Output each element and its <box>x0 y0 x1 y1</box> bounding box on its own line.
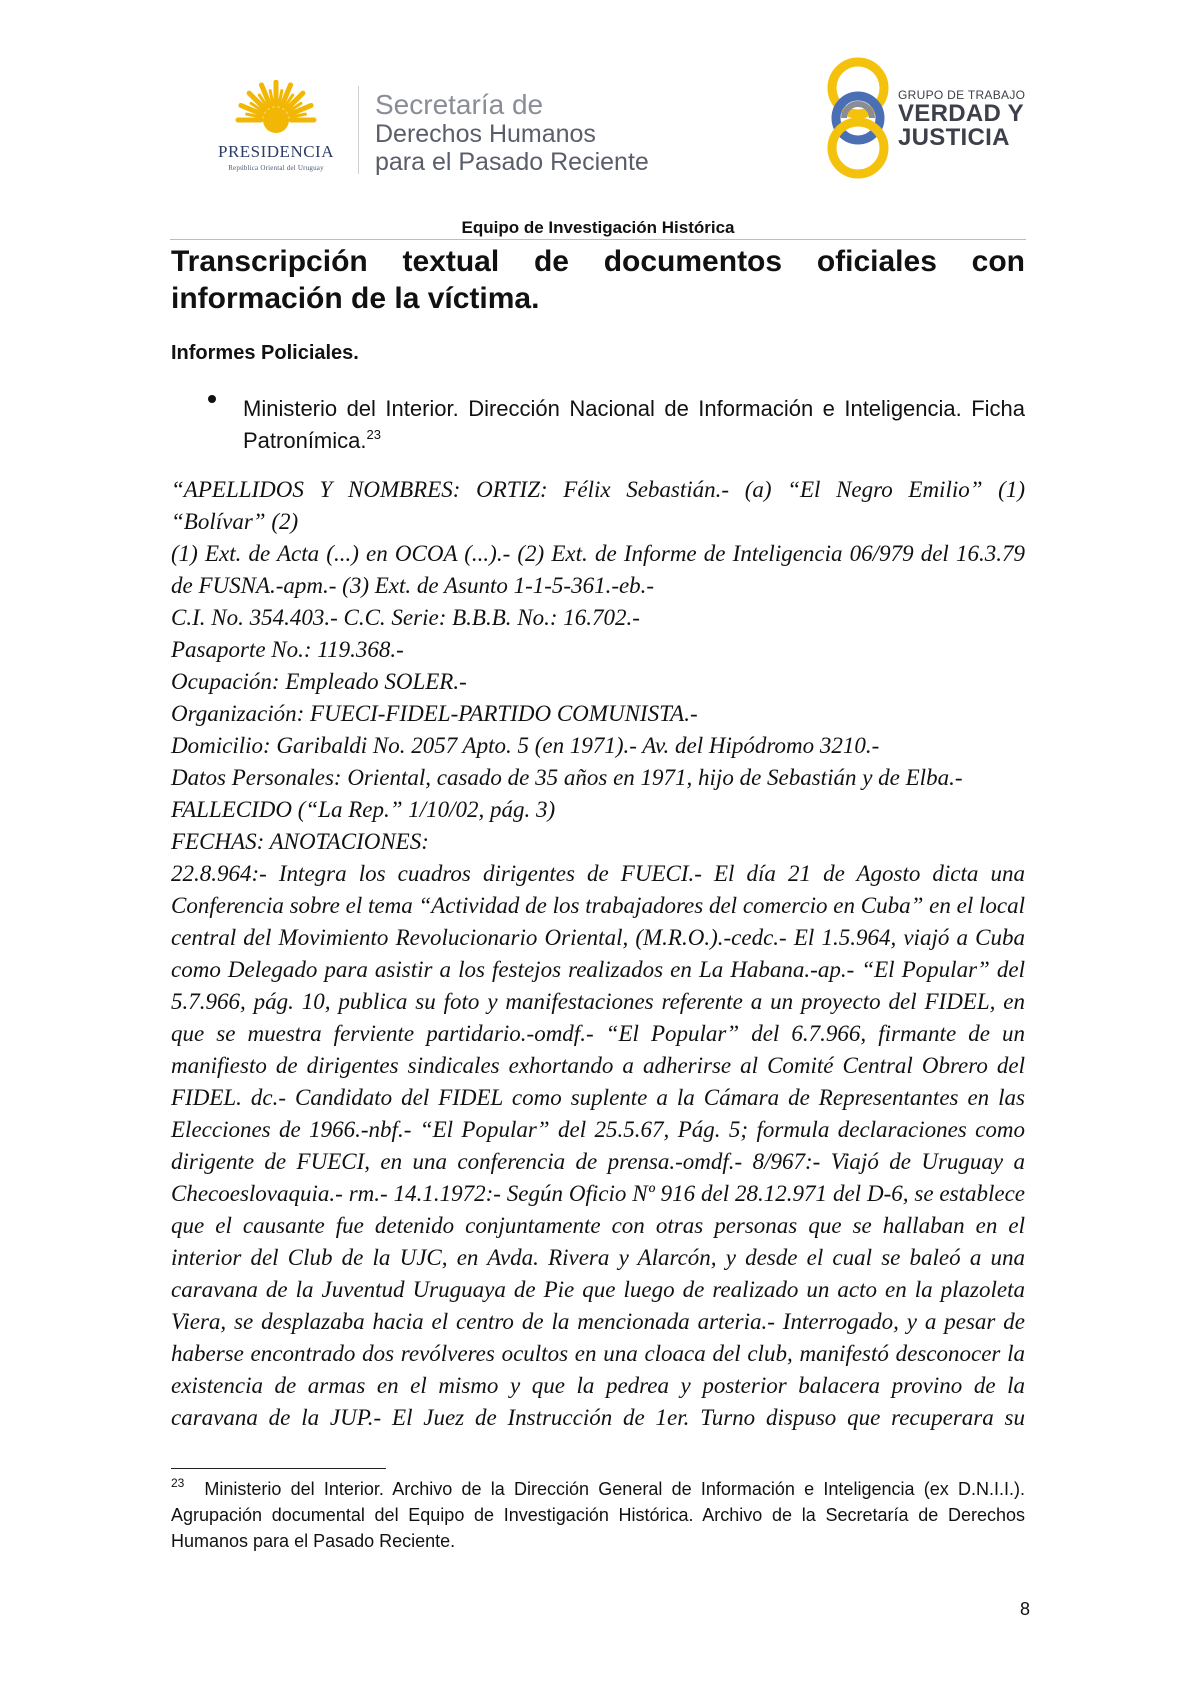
transcript-ocupacion: Ocupación: Empleado SOLER.- <box>171 669 467 694</box>
transcript-anotaciones: 22.8.964:- Integra los cuadros dirigentes de FUECI.- El día 21 de Agosto dicta una Conferencia sobre el tema “Actividad de los trabajadores del comercio en Cuba” en el local central del Movimiento Revolucionario Oriental, (M.R.O.).-cedc.- El 1.5.964, viajó a Cuba como Delegado para asistir a los festejos realizados en La Habana.-ap.- “El Popular” del 5.7.966, pág. 10, publica su foto y manifestaciones referente a un proyecto del FIDEL, en que se muestra ferviente partidario.-omdf.- “El Popular” del 6.7.966, firmante de un manifiesto de dirigentes sindicales exhortando a adherirse al Comité Central Obrero del FIDEL. dc.- Candidato del FIDEL como suplente a la Cámara de Representantes en las Elecciones de 1966.-nbf.- “El Popular” del 25.5.67, Pág. 5; formula declaraciones como dirigente de FUECI, en una conferencia de prensa.-omdf.- 8/967:- Viajó de Uruguay a Checoeslovaquia.- rm.- 14.1.1972:- Según Oficio Nº 916 del 28.12.971 del D-6, se establece que el causante fue detenido conjuntamente con otras personas que se hallaban en el interior del Club de la UJC, en Avda. Rivera y Alarcón, y desde el cual se baleó a una caravana de la Juventud Uruguaya de Pie que luego de realizado un acto en la plazoleta Viera, se desplazaba hacia el centro de la mencionada arteria.- Interrogado, y a pesar de haberse encontrado dos revólveres ocultos en una cloaca del club, manifestó desconocer la existencia de armas en el mismo y que la pedrea y posterior balacera provino de la caravana de la JUP.- El Juez de Instrucción de 1er. Turno dispuso que recuperara su <box>171 861 1025 1430</box>
grupo-line-1: GRUPO DE TRABAJO <box>898 88 1026 102</box>
transcript-ci: C.I. No. 354.403.- C.C. Serie: B.B.B. No.: 16.702.- <box>171 605 640 630</box>
secretaria-line-2: Derechos Humanos <box>375 120 596 148</box>
transcript-sources: (1) Ext. de Acta (...) en OCOA (...).- (2) Ext. de Informe de Inteligencia 06/979 del 16.3.79 de FUSNA.-apm.- (3) Ext. de Asunto 1-1-5-361.-eb.- <box>171 541 1025 598</box>
transcript-pasaporte: Pasaporte No.: 119.368.- <box>171 637 404 662</box>
bullet-item <box>243 393 1025 457</box>
page-number: 8 <box>1019 1599 1030 1619</box>
transcript-names: “APELLIDOS Y NOMBRES: ORTIZ: Félix Sebastián.- (a) “El Negro Emilio” (1) “Bolívar” (2) <box>171 477 1025 534</box>
logo-divider <box>358 86 359 174</box>
footnote-rule <box>171 1468 386 1469</box>
transcript-fallecido: FALLECIDO (“La Rep.” 1/10/02, pág. 3) <box>171 797 556 822</box>
verdad-justicia-logo <box>820 56 1060 180</box>
sun-emblem-icon <box>196 80 356 142</box>
section-heading: Informes Policiales. <box>171 342 359 364</box>
interlocking-rings-icon <box>820 56 900 180</box>
presidencia-logo <box>196 80 356 180</box>
secretaria-line-3: para el Pasado Reciente <box>375 148 649 176</box>
transcript-block <box>171 474 1025 1434</box>
transcript-organizacion: Organización: FUECI-FIDEL-PARTIDO COMUNISTA.- <box>171 701 698 726</box>
grupo-line-2: VERDAD Y <box>898 100 1024 127</box>
presidencia-name: PRESIDENCIA <box>217 142 334 161</box>
footnote <box>171 1476 1025 1554</box>
transcript-domicilio: Domicilio: Garibaldi No. 2057 Apto. 5 (en 1971).- Av. del Hipódromo 3210.- <box>171 733 880 758</box>
grupo-line-3: JUSTICIA <box>898 124 1010 151</box>
footnote-number: 23 <box>171 1476 185 1490</box>
footnote-reference: 23 <box>366 427 381 442</box>
transcript-fechas-heading: FECHAS: ANOTACIONES: <box>171 829 429 854</box>
header-rule <box>170 239 1026 240</box>
secretaria-logo-text <box>375 90 649 176</box>
bullet-text: Ministerio del Interior. Dirección Nacional de Información e Inteligencia. Ficha Patronímica. <box>243 396 1025 453</box>
secretaria-line-1: Secretaría de <box>375 89 544 120</box>
team-header: Equipo de Investigación Histórica <box>461 218 735 237</box>
bullet-icon <box>208 395 216 403</box>
footnote-text: Ministerio del Interior. Archivo de la Dirección General de Información e Inteligencia (ex D.N.I.I.). Agrupación documental del Equipo de Investigación Histórica. Archivo de la Secretaría de Derechos Humanos para el Pasado Reciente. <box>171 1479 1025 1551</box>
document-title: Transcripción textual de documentos oficiales con información de la víctima. <box>171 245 1025 315</box>
transcript-datos-personales: Datos Personales: Oriental, casado de 35 años en 1971, hijo de Sebastián y de Elba.- <box>171 765 963 790</box>
grupo-trabajo-text <box>898 88 1025 150</box>
presidencia-subtitle: República Oriental del Uruguay <box>228 164 324 172</box>
